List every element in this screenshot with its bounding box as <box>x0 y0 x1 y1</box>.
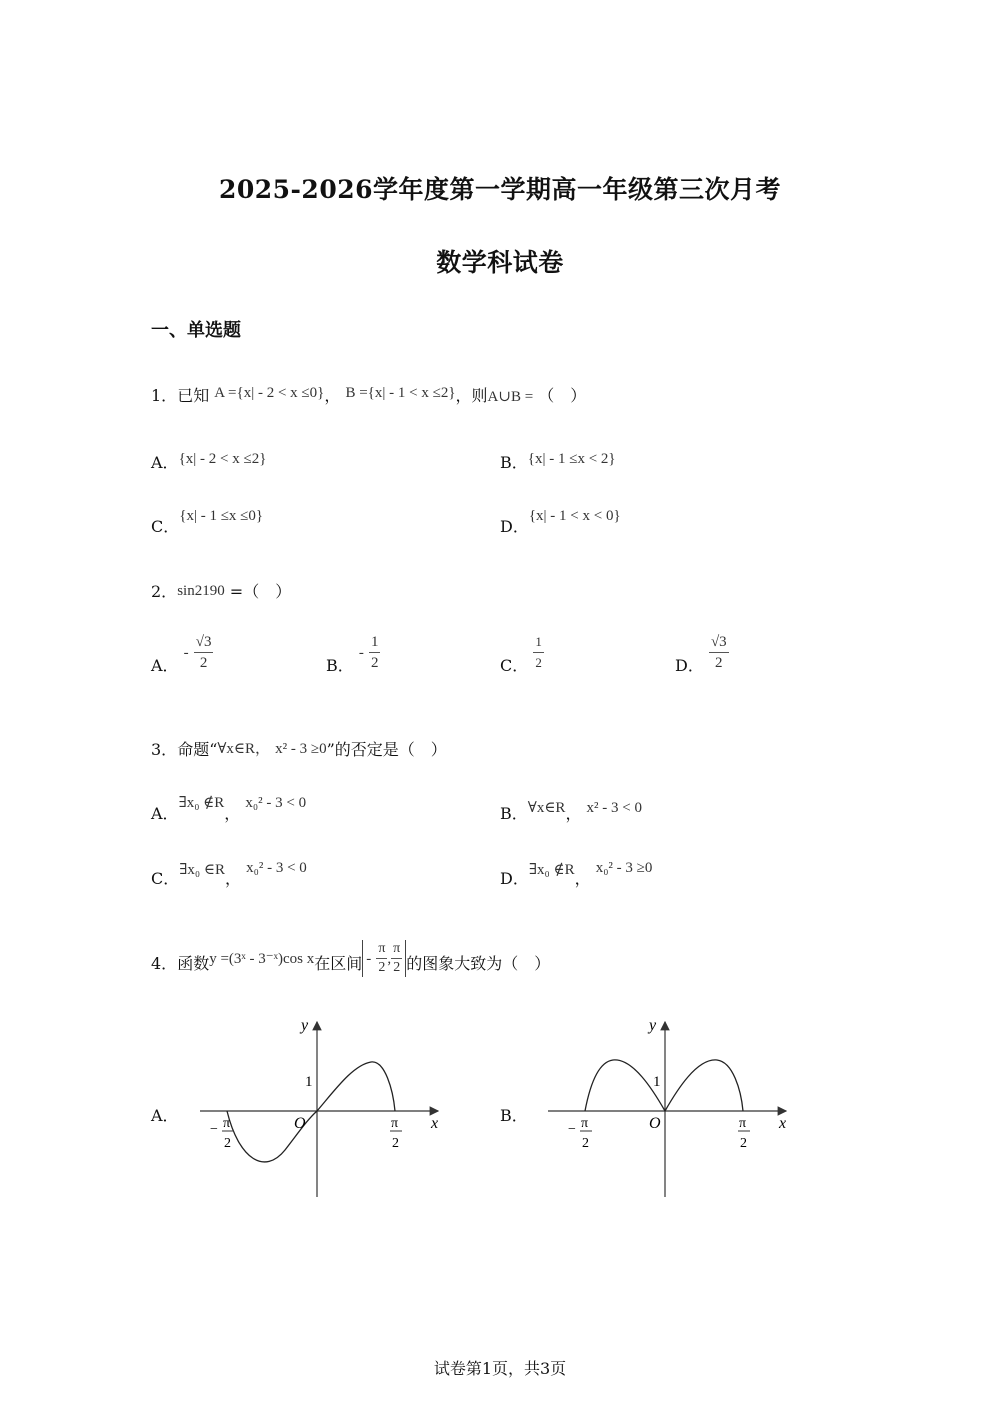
q1-option-d[interactable]: D．{x| - 1 < x < 0} <box>500 508 621 536</box>
page-footer: 试卷第1页，共3页 <box>433 1359 567 1378</box>
q1-option-c[interactable]: C．{x| - 1 ≤x ≤0} <box>151 508 264 536</box>
q4-graph-b[interactable] <box>543 1010 798 1205</box>
q4-graph-a[interactable] <box>195 1010 450 1205</box>
tick-neg-half-pi-den: 2 <box>582 1136 589 1151</box>
origin-label: O <box>294 1115 306 1132</box>
question-4: 4．函数y =(3ˣ - 3⁻ˣ)cos x在区间 - $\frac{\pi}{2}$ , $\frac{\pi}{2}$ 的图象大致为（ ） <box>151 941 551 975</box>
set-a: A ={x| - 2 < x ≤0} <box>214 385 325 401</box>
q3-option-c[interactable]: C．∃x₀ ∈R， x₀² - 3 < 0 <box>151 860 307 888</box>
question-number: 1． <box>151 386 178 405</box>
question-number: 2． <box>151 582 178 601</box>
function-expr: y =(3ˣ - 3⁻ˣ)cos x <box>209 951 315 967</box>
q2-option-d[interactable]: D． $\frac{√3}{2}$ <box>675 634 727 675</box>
x-label: x <box>431 1115 439 1132</box>
tick-half-pi-num: π <box>391 1116 399 1131</box>
curve <box>585 1060 743 1111</box>
q1-option-a[interactable]: A．{x| - 2 < x ≤2} <box>151 451 267 472</box>
tick-half-pi-num: π <box>739 1116 747 1131</box>
question-1: 1．已知 A ={x| - 2 < x ≤0}， B ={x| - 1 < x ≤2}，则A∪B = （ ） <box>151 385 587 405</box>
tick-one: 1 <box>653 1074 661 1090</box>
union-expr: A∪B = <box>487 389 534 405</box>
q4-option-b-label[interactable]: B． <box>500 1106 528 1125</box>
tick-half-pi-den: 2 <box>740 1136 747 1151</box>
page-subtitle: 数学科试卷 <box>436 248 564 277</box>
x-label: x <box>779 1115 787 1132</box>
section-heading: 一、单选题 <box>151 320 241 341</box>
q2-option-b[interactable]: B． - $\frac{1}{2}$ <box>326 634 379 675</box>
q2-option-a[interactable]: A． - $\frac{√3}{2}$ <box>151 634 212 675</box>
tick-neg-half-pi-minus: − <box>568 1122 576 1137</box>
origin-label: O <box>649 1115 661 1132</box>
question-number: 3． <box>151 740 178 759</box>
q1-option-b[interactable]: B．{x| - 1 ≤x < 2} <box>500 451 616 472</box>
question-number: 4． <box>151 954 178 973</box>
tick-half-pi-den: 2 <box>392 1136 399 1151</box>
page-title: 2025-2026学年度第一学期高一年级第三次月考 <box>218 175 782 204</box>
y-label: y <box>649 1017 657 1034</box>
q3-option-d[interactable]: D．∃x₀ ∉R， x₀² - 3 ≥0 <box>500 860 653 888</box>
interval: - $\frac{\pi}{2}$ , $\frac{\pi}{2}$ <box>362 940 406 977</box>
q4-option-a-label[interactable]: A． <box>151 1106 179 1125</box>
tick-neg-half-pi-den: 2 <box>224 1136 231 1151</box>
tick-neg-half-pi-minus: − <box>210 1122 218 1137</box>
tick-neg-half-pi-num: π <box>581 1116 589 1131</box>
question-2: 2．sin2190 =（ ） <box>151 582 292 601</box>
q2-option-c[interactable]: C． $\frac{1}{2}$ <box>500 634 542 675</box>
tick-neg-half-pi-num: π <box>223 1116 231 1131</box>
tick-one: 1 <box>305 1074 313 1090</box>
q3-option-a[interactable]: A．∃x₀ ∉R， x₀² - 3 < 0 <box>151 795 307 823</box>
question-3: 3．命题“∀x∈R， x² - 3 ≥0”的否定是（ ） <box>151 740 447 759</box>
q3-option-b[interactable]: B．∀x∈R， x² - 3 < 0 <box>500 800 642 823</box>
y-label: y <box>301 1017 309 1034</box>
set-b: B ={x| - 1 < x ≤2} <box>345 385 456 401</box>
